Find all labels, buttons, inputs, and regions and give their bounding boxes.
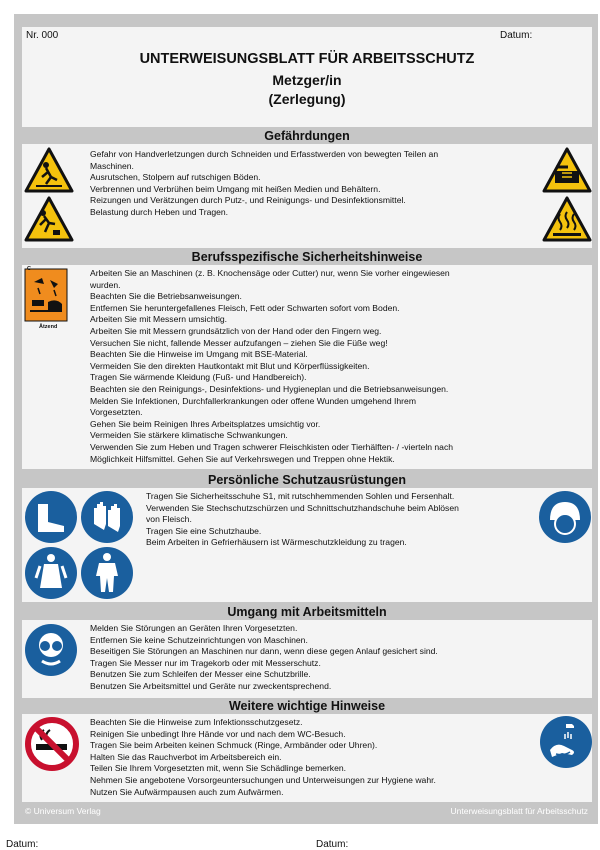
text-line: Tragen Sie Messer nur im Tragekorb oder mit Messerschutz. [90,657,321,668]
section-psa [22,488,592,602]
corrosive-hazard-icon [24,268,68,322]
section-title-psa: Persönliche Schutzausrüstungen [22,472,592,488]
text-line: Tragen Sie eine Schutzhaube. [146,525,262,536]
section-arbeitsmittel [22,620,592,698]
hairnet-mandatory-icon [538,490,592,544]
text-line: Arbeiten Sie an Maschinen (z. B. Knochensäge oder Cutter) nur, wenn Sie vorher eingewiesen [90,268,450,278]
text-line: Beim Arbeiten in Gefrierhäusern ist Wärmeschutzkleidung zu tragen. [146,537,407,548]
text-line: Benutzen Sie Arbeitsmittel und Geräte nur zweckentsprechend. [90,680,332,691]
text-line: Melden Sie Störungen an Geräten Ihren Vorgesetzten. [90,623,298,633]
arbeitsmittel-text [90,623,438,693]
eye-protection-mandatory-icon [24,623,78,677]
section-title-gefaehrdungen: Gefährdungen [22,128,592,144]
text-line: Verwenden Sie zum Heben und Tragen schwerer Fleischkisten oder Tierhälften- / -vierteln nach [90,441,454,452]
footer-document-name: Unterweisungsblatt für Arbeitsschutz [450,806,588,816]
section-weitere [22,714,592,802]
safety-shoes-mandatory-icon [24,490,78,544]
section-title-sicherheit: Berufsspezifische Sicherheitshinweise [22,249,592,265]
page-title: UNTERWEISUNGSBLATT FÜR ARBEITSSCHUTZ [139,51,475,67]
hazard-letter: C [27,266,31,272]
text-line: Beseitigen Sie Störungen an Maschinen nur dann, wenn diese gegen Anlauf gesichert sind. [90,646,438,657]
text-line: Belastung durch Heben und Tragen. [90,206,229,217]
text-line: Beachten Sie die Hinweise im Umgang mit BSE-Material. [90,349,308,360]
section-gefaehrdungen [22,144,592,248]
text-line: Verbrennen und Verbrühen beim Umgang mit heißen Medien und Behältern. [90,183,381,194]
text-line: Tragen Sie beim Arbeiten keinen Schmuck (Ringe, Armbänder oder Uhren). [90,740,378,751]
date-label-bottom-left: Datum: [6,839,39,850]
text-line: Entfernen Sie heruntergefallenes Fleisch, Fett oder Schwarten sofort vom Boden. [90,302,400,313]
job-subtitle: (Zerlegung) [268,91,346,107]
section-title-arbeitsmittel: Umgang mit Arbeitsmitteln [22,604,592,620]
text-line: Tragen Sie wärmende Kleidung (Fuß- und Handbereich). [90,372,307,383]
text-line: Nehmen Sie angebotene Vorsorgeuntersuchungen und Unterweisungen zur Hygiene wahr. [90,774,436,785]
hand-injury-warning-icon [542,147,592,193]
text-line: Versuchen Sie nicht, fallende Messer aufzufangen – ziehen Sie die Füße weg! [90,337,388,348]
text-line: Reinigen Sie unbedingt Ihre Hände vor und nach dem WC-Besuch. [90,728,346,739]
date-label-bottom-right: Datum: [316,839,349,850]
text-line: Möglichkeit Hilfsmittel. Gehen Sie auf Verkehrswegen und Treppen ohne Hektik. [90,453,395,464]
text-line: Vermeiden Sie den direkten Hautkontakt mit Blut und Körperflüssigkeiten. [90,360,370,371]
text-line: Reizungen und Verätzungen durch Putz-, und Reinigungs- und Desinfektionsmittel. [90,195,406,206]
text-line: Entfernen Sie keine Schutzeinrichtungen von Maschinen. [90,634,308,645]
text-line: Arbeiten Sie mit Messern umsichtig. [90,314,228,325]
text-line: Beachten Sie die Hinweise zum Infektionsschutzgesetz. [90,717,303,727]
weitere-text [90,717,436,798]
sicherheit-text [90,268,453,465]
text-line: Verwenden Sie Stechschutzschürzen und Schnittschutzhandschuhe beim Ablösen [146,502,459,513]
header [22,27,592,127]
text-line: Gehen Sie beim Reinigen Ihres Arbeitsplatzes umsichtig vor. [90,418,321,429]
text-line: Maschinen. [90,160,134,171]
footer-publisher: © Universum Verlag [25,806,101,816]
text-line: Benutzen Sie zum Schleifen der Messer eine Schutzbrille. [90,669,311,680]
text-line: Teilen Sie Ihrem Vorgesetzten mit, wenn Sie Schädlinge bemerken. [90,763,347,774]
text-line: wurden. [90,279,121,290]
protective-apron-mandatory-icon [24,546,78,600]
text-line: Ausrutschen, Stolpern auf rutschigen Böden. [90,172,261,183]
text-line: von Fleisch. [146,514,192,525]
hot-surface-warning-icon [542,196,592,242]
text-line: Beachten Sie die Betriebsanweisungen. [90,291,242,302]
text-line: Arbeiten Sie mit Messern grundsätzlich von der Hand oder den Fingern weg. [90,325,382,336]
protective-clothing-mandatory-icon [80,546,134,600]
text-line: Beachten sie den Reinigungs-, Desinfektions- und Hygieneplan und die Betriebsanweisungen. [90,383,449,394]
hazard-caption: Ätzend [39,324,58,330]
document-number: Nr. 000 [26,30,59,41]
text-line: Vorgesetzten. [90,407,143,418]
text-line: Melden Sie Infektionen, Durchfallerkrankungen oder offene Wunden umgehend Ihrem [90,395,416,406]
text-line: Gefahr von Handverletzungen durch Schneiden und Erfasstwerden von bewegten Teilen an [90,149,439,159]
job-title: Metzger/in [272,72,342,88]
psa-text [146,491,459,549]
text-line: Vermeiden Sie stärkere klimatische Schwankungen. [90,430,288,441]
no-smoking-prohibition-icon [24,716,80,772]
text-line: Nutzen Sie Aufwärmpausen auch zum Aufwärmen. [90,786,284,797]
slippery-floor-warning-icon [24,147,74,193]
trip-hazard-warning-icon [24,196,74,242]
gefaehrdungen-text [90,149,438,219]
section-title-weitere: Weitere wichtige Hinweise [22,698,592,714]
wash-hands-mandatory-icon [538,714,594,770]
text-line: Tragen Sie Sicherheitsschuhe S1, mit rutschhemmenden Sohlen und Fersenhalt. [146,491,455,501]
text-line: Halten Sie das Rauchverbot im Arbeitsbereich ein. [90,751,282,762]
section-sicherheit [22,265,592,469]
date-label-top: Datum: [500,30,533,41]
protective-gloves-mandatory-icon [80,490,134,544]
